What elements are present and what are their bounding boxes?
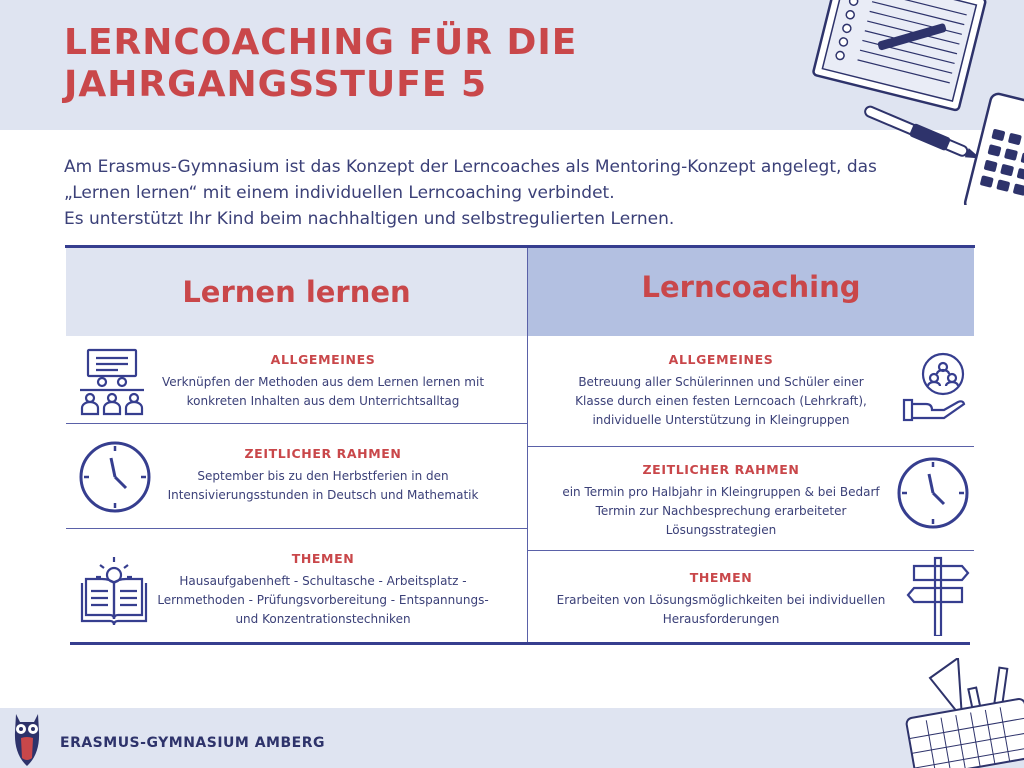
section-title: ZEITLICHER RAHMEN (244, 446, 402, 461)
left-row-separator-1 (66, 423, 527, 424)
section-text-line: September bis zu den Herbstferien in den (197, 469, 449, 483)
book-lightbulb-icon (76, 553, 152, 627)
intro-line-2: „Lernen lernen“ mit einem individuellen Lerncoaching verbindet. (64, 183, 615, 203)
section-text-line: individuelle Unterstützung in Kleingruppen (592, 413, 850, 427)
left-heading-text: Lernen lernen (182, 275, 411, 309)
page-title (64, 22, 664, 106)
table-bottom-rule (70, 642, 970, 645)
right-heading-text: Lerncoaching (641, 270, 861, 304)
section-text-line: Herausforderungen (662, 612, 780, 626)
signpost-icon (906, 556, 970, 636)
right-section-zeitlicher-rahmen (548, 462, 894, 540)
section-text-line: Lösungsstrategien (665, 523, 777, 537)
left-section-zeitlicher-rahmen (150, 446, 496, 505)
section-text-line: Erarbeiten von Lösungsmöglichkeiten bei individuellen (556, 593, 886, 607)
intro-line-3: Es unterstützt Ihr Kind beim nachhaltigen und selbstregulierten Lernen. (64, 209, 675, 229)
section-text-line: und Konzentrationstechniken (235, 612, 411, 626)
section-title: THEMEN (291, 551, 355, 566)
right-row-separator-2 (528, 550, 974, 551)
section-text-line: Lernmethoden - Prüfungsvorbereitung - Entspannungs- (157, 593, 489, 607)
left-column-heading (66, 248, 527, 336)
section-text-line: Betreuung aller Schülerinnen und Schüler einer (578, 375, 864, 389)
pencil-case-ruler-icon (900, 658, 1024, 768)
section-text-line: Intensivierungsstunden in Deutsch und Mathematik (167, 488, 479, 502)
owl-icon (10, 712, 44, 768)
section-title: THEMEN (689, 570, 753, 585)
clock-icon-right (896, 456, 970, 530)
section-title: ALLGEMEINES (270, 352, 376, 367)
group-care-icon (900, 352, 972, 426)
left-section-themen (150, 551, 496, 629)
section-text-line: ein Termin pro Halbjahr in Kleingruppen & bei Bedarf (562, 485, 880, 499)
title-line-2: JAHRGANGSSTUFE 5 (64, 64, 487, 105)
clock-icon (78, 440, 152, 514)
section-title: ZEITLICHER RAHMEN (642, 462, 800, 477)
intro-text (64, 154, 924, 232)
left-row-separator-2 (66, 528, 527, 529)
classroom-icon (78, 348, 146, 416)
section-text-line: Hausaufgabenheft - Schultasche - Arbeitsplatz - (179, 574, 467, 588)
right-row-separator-1 (528, 446, 974, 447)
footer-school-name: ERASMUS-GYMNASIUM AMBERG (60, 735, 325, 751)
section-text-line: Klasse durch einen festen Lerncoach (Lehrkraft), (575, 394, 867, 408)
title-line-1: LERNCOACHING FÜR DIE (64, 22, 578, 63)
section-title: ALLGEMEINES (668, 352, 774, 367)
right-column-heading (528, 248, 974, 336)
section-text-line: Verknüpfen der Methoden aus dem Lernen lernen mit (161, 375, 485, 389)
intro-line-1: Am Erasmus-Gymnasium ist das Konzept der Lerncoaches als Mentoring-Konzept angelegt, das (64, 157, 877, 177)
right-section-themen (548, 570, 894, 629)
left-section-allgemeines (150, 352, 496, 411)
right-section-allgemeines (548, 352, 894, 430)
section-text-line: konkreten Inhalten aus dem Unterrichtsalltag (186, 394, 460, 408)
section-text-line: Termin zur Nachbesprechung erarbeiteter (595, 504, 847, 518)
